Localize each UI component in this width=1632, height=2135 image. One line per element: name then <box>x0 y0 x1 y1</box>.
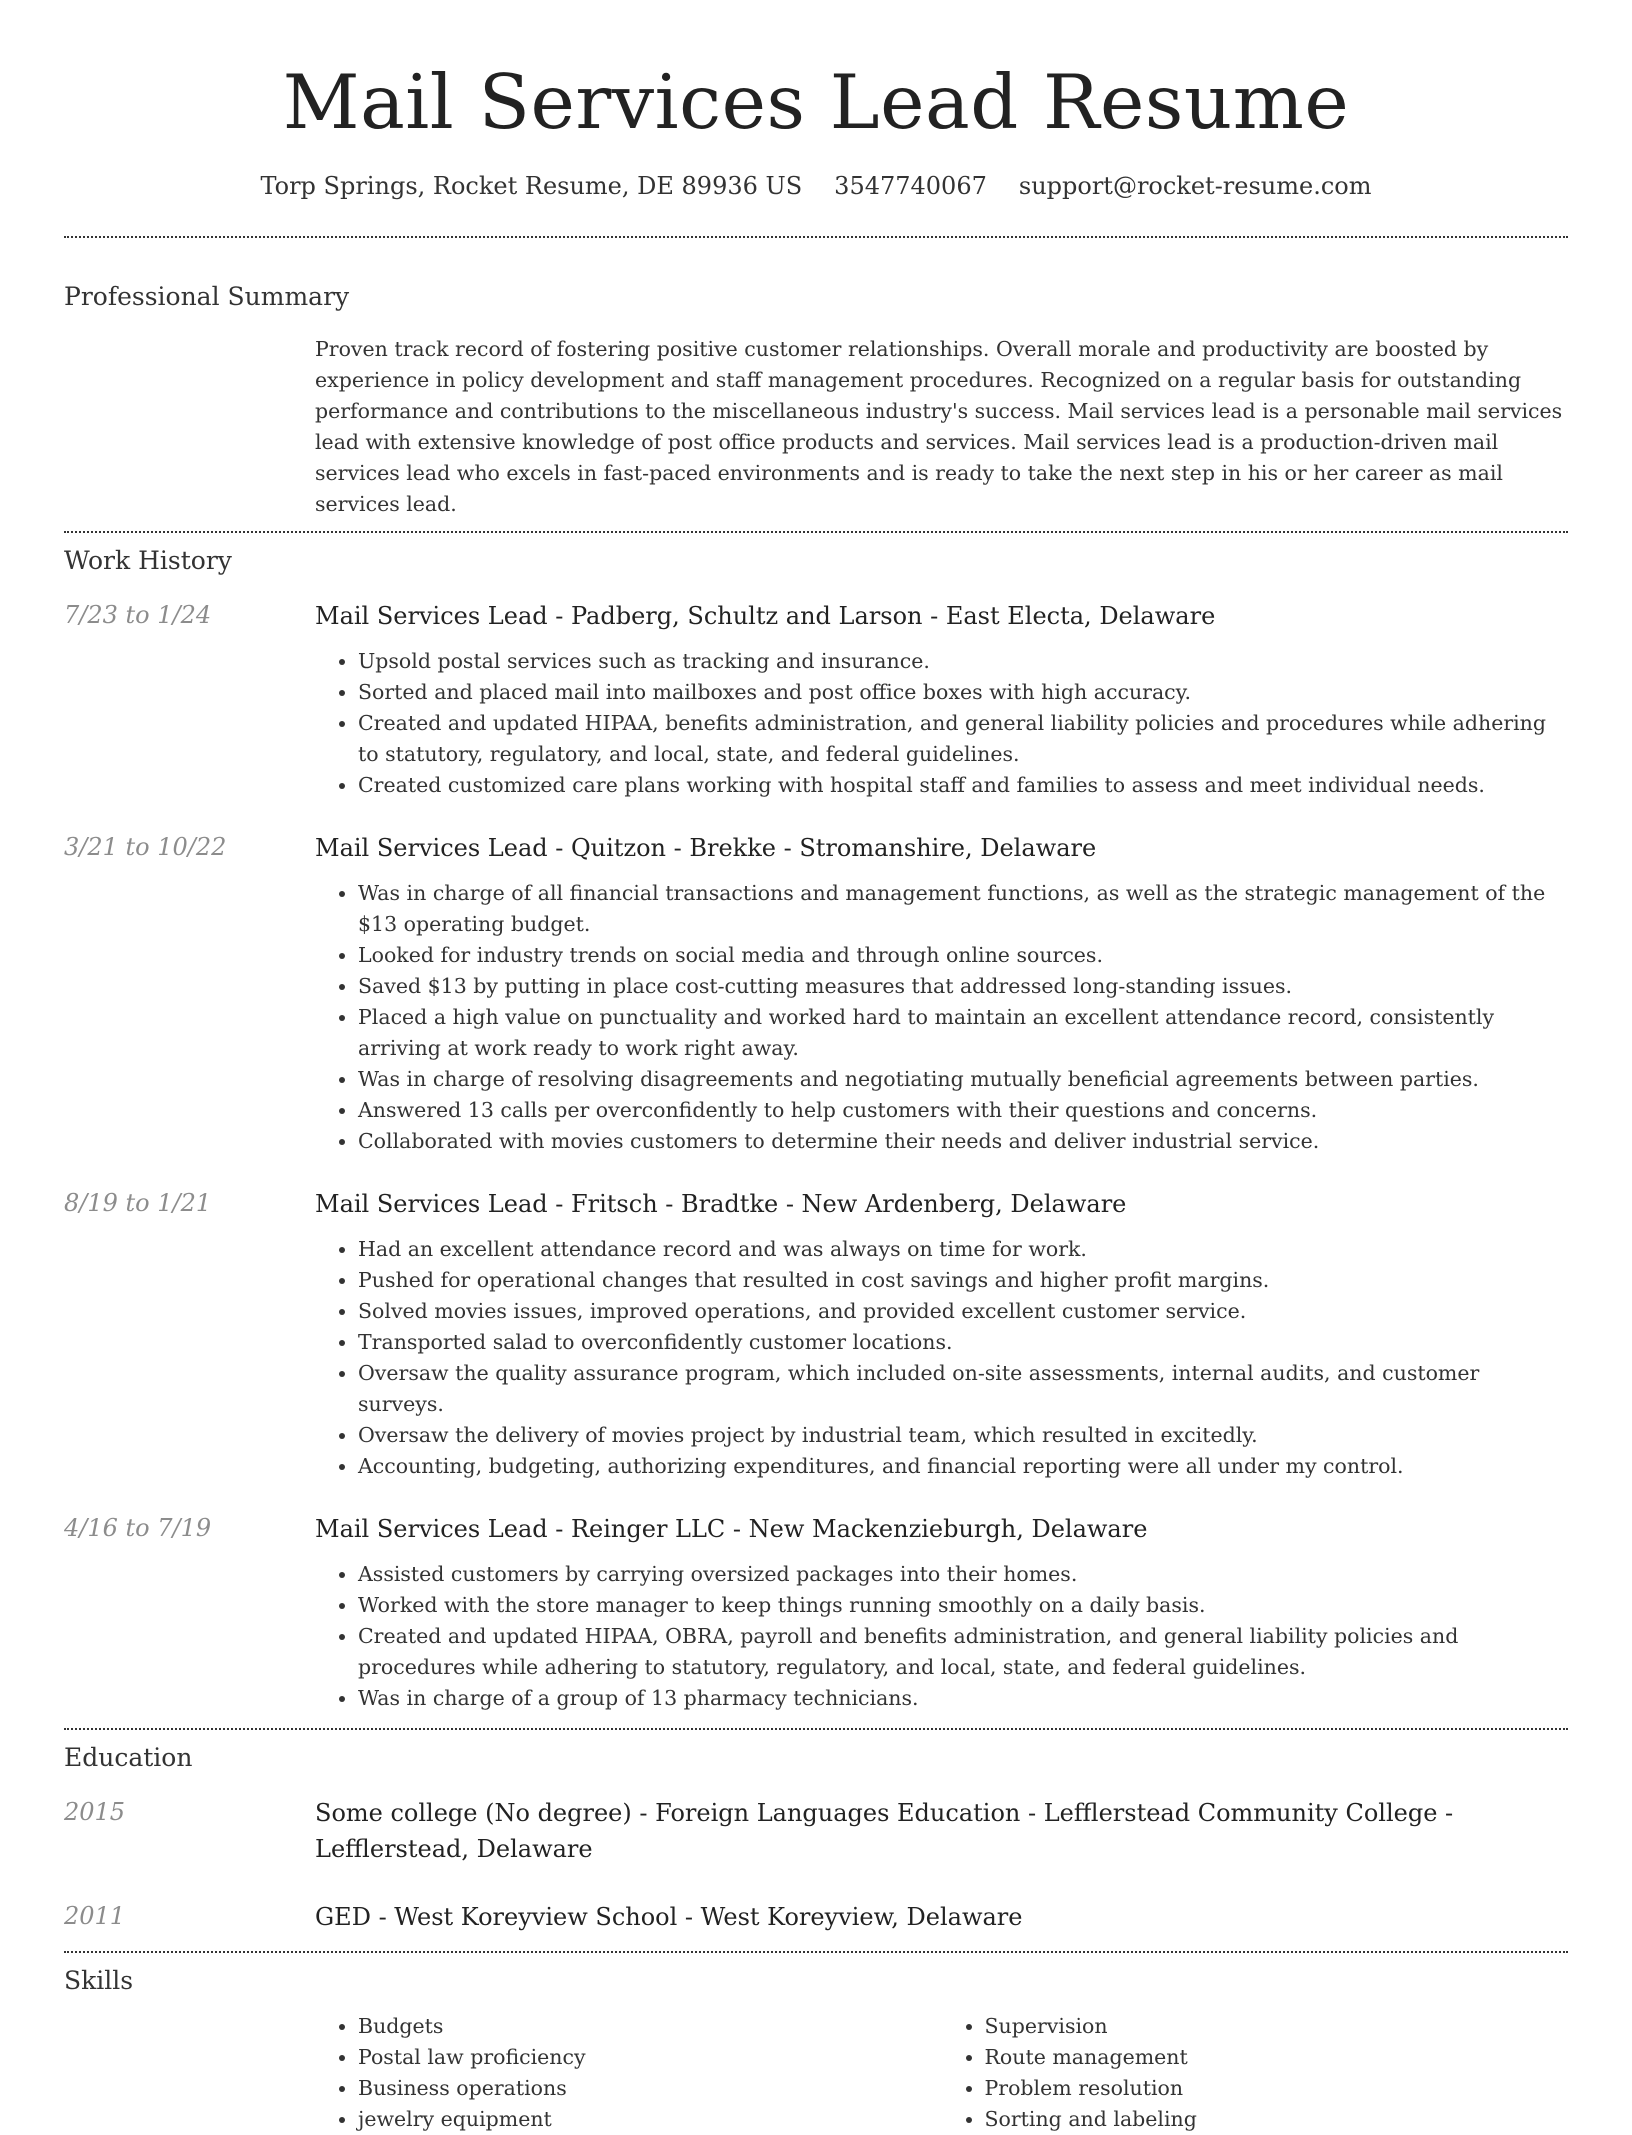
list-item: • Worked with the store manager to keep things running smoothly on a daily basis. <box>358 1590 1568 1621</box>
job-content <box>315 1186 1568 1482</box>
skills-section <box>64 1964 1568 2135</box>
job-dates: 8/19 to 1/21 <box>64 1189 212 1217</box>
job-bullets <box>315 878 1568 1157</box>
skill-item: • Route management <box>985 2042 1569 2073</box>
list-item: • Saved $13 by putting in place cost-cutting measures that addressed long-standing issues. <box>358 971 1568 1002</box>
education-title: GED - West Koreyview School - West Koreyview, Delaware <box>315 1903 1023 1931</box>
resume-title: Mail Services Lead Resume <box>282 58 1350 146</box>
section-divider <box>64 1728 1568 1730</box>
contact-phone: 3547740067 <box>834 172 987 200</box>
job-entry <box>64 1186 1568 1482</box>
education-entry <box>64 1899 1568 1935</box>
job-content <box>315 1511 1568 1714</box>
job-content <box>315 598 1568 801</box>
list-item: • Accounting, budgeting, authorizing expenditures, and financial reporting were all under my control. <box>358 1451 1568 1482</box>
skill-item: • Problem resolution <box>985 2073 1569 2104</box>
skills-list-right <box>942 2011 1569 2135</box>
skill-item: • jewelry equipment <box>358 2104 942 2135</box>
list-item: • Had an excellent attendance record and was always on time for work. <box>358 1234 1568 1265</box>
list-item: • Was in charge of all financial transactions and management functions, as well as the strategic management of the $13 operating budget. <box>358 878 1568 940</box>
list-item: • Answered 13 calls per overconfidently to help customers with their questions and concerns. <box>358 1095 1568 1126</box>
list-item: • Was in charge of resolving disagreements and negotiating mutually beneficial agreements between parties. <box>358 1064 1568 1095</box>
education-title: Some college (No degree) - Foreign Languages Education - Lefflerstead Community College - Lefflerstead, Delaware <box>315 1799 1454 1863</box>
list-item: • Oversaw the quality assurance program, which included on-site assessments, internal audits, and customer surveys. <box>358 1358 1568 1420</box>
job-title: Mail Services Lead - Padberg, Schultz and Larson - East Electa, Delaware <box>315 602 1216 630</box>
job-entry <box>64 598 1568 801</box>
list-item: • Looked for industry trends on social media and through online sources. <box>358 940 1568 971</box>
list-item: • Upsold postal services such as tracking and insurance. <box>358 646 1568 677</box>
section-heading-education: Education <box>64 1743 193 1772</box>
job-bullets <box>315 1234 1568 1482</box>
job-bullets <box>315 646 1568 801</box>
skill-item: • Postal law proficiency <box>358 2042 942 2073</box>
job-dates: 4/16 to 7/19 <box>64 1514 212 1542</box>
list-item: • Pushed for operational changes that resulted in cost savings and higher profit margins. <box>358 1265 1568 1296</box>
list-item: • Created and updated HIPAA, OBRA, payroll and benefits administration, and general liability policies and procedures while adhering to statutory, regulatory, and local, state, and federal guidelines. <box>358 1621 1568 1683</box>
contact-email: support@rocket-resume.com <box>1018 172 1372 200</box>
job-content <box>315 830 1568 1157</box>
education-section <box>64 1741 1568 1935</box>
list-item: • Created and updated HIPAA, benefits administration, and general liability policies and procedures while adhering to statutory, regulatory, and local, state, and federal guidelines. <box>358 708 1568 770</box>
job-title: Mail Services Lead - Reinger LLC - New Mackenzieburgh, Delaware <box>315 1515 1148 1543</box>
summary-text: Proven track record of fostering positive customer relationships. Overall morale and productivity are boosted by experience in policy development and staff management procedures. Recognized on a regular basis for outstanding performance and contributions to the miscellaneous industry's success. Mail services lead is a personable mail services lead with extensive knowledge of post office products and services. Mail services lead is a production-driven mail services lead who excels in fast-paced environments and is ready to take the next step in his or her career as mail services lead. <box>315 337 1563 516</box>
contact-line <box>64 169 1568 203</box>
contact-address: Torp Springs, Rocket Resume, DE 89936 US <box>260 172 803 200</box>
job-dates: 3/21 to 10/22 <box>64 833 227 861</box>
education-entry <box>64 1795 1568 1867</box>
skills-content <box>315 2011 1568 2135</box>
list-item: • Assisted customers by carrying oversized packages into their homes. <box>358 1559 1568 1590</box>
job-title: Mail Services Lead - Quitzon - Brekke - Stromanshire, Delaware <box>315 834 1097 862</box>
job-bullets <box>315 1559 1568 1714</box>
job-entry <box>64 1511 1568 1714</box>
work-history-section <box>64 544 1568 1714</box>
skills-list-left <box>315 2011 942 2135</box>
summary-content <box>315 334 1568 520</box>
list-item: • Was in charge of a group of 13 pharmacy technicians. <box>358 1683 1568 1714</box>
section-divider <box>64 1951 1568 1953</box>
job-entry <box>64 830 1568 1157</box>
skill-item: • Business operations <box>358 2073 942 2104</box>
list-item: • Transported salad to overconfidently customer locations. <box>358 1327 1568 1358</box>
section-divider <box>64 531 1568 533</box>
job-title: Mail Services Lead - Fritsch - Bradtke - New Ardenberg, Delaware <box>315 1190 1127 1218</box>
list-item: • Created customized care plans working with hospital staff and families to assess and meet individual needs. <box>358 770 1568 801</box>
list-item: • Placed a high value on punctuality and worked hard to maintain an excellent attendance record, consistently arriving at work ready to work right away. <box>358 1002 1568 1064</box>
section-heading-skills: Skills <box>64 1966 134 1995</box>
section-heading-work-history: Work History <box>64 546 232 575</box>
education-content <box>315 1899 1568 1935</box>
section-heading-summary: Professional Summary <box>64 282 350 311</box>
list-item: • Collaborated with movies customers to determine their needs and deliver industrial service. <box>358 1126 1568 1157</box>
section-divider <box>64 236 1568 238</box>
list-item: • Sorted and placed mail into mailboxes and post office boxes with high accuracy. <box>358 677 1568 708</box>
skill-item: • Sorting and labeling <box>985 2104 1569 2135</box>
skill-item: • Budgets <box>358 2011 942 2042</box>
resume-page <box>64 0 1568 2135</box>
education-content <box>315 1795 1568 1867</box>
job-dates: 7/23 to 1/24 <box>64 601 212 629</box>
list-item: • Oversaw the delivery of movies project by industrial team, which resulted in excitedly. <box>358 1420 1568 1451</box>
summary-section <box>64 280 1568 520</box>
education-year: 2015 <box>64 1798 126 1826</box>
skill-item: • Supervision <box>985 2011 1569 2042</box>
education-year: 2011 <box>64 1902 126 1930</box>
list-item: • Solved movies issues, improved operations, and provided excellent customer service. <box>358 1296 1568 1327</box>
